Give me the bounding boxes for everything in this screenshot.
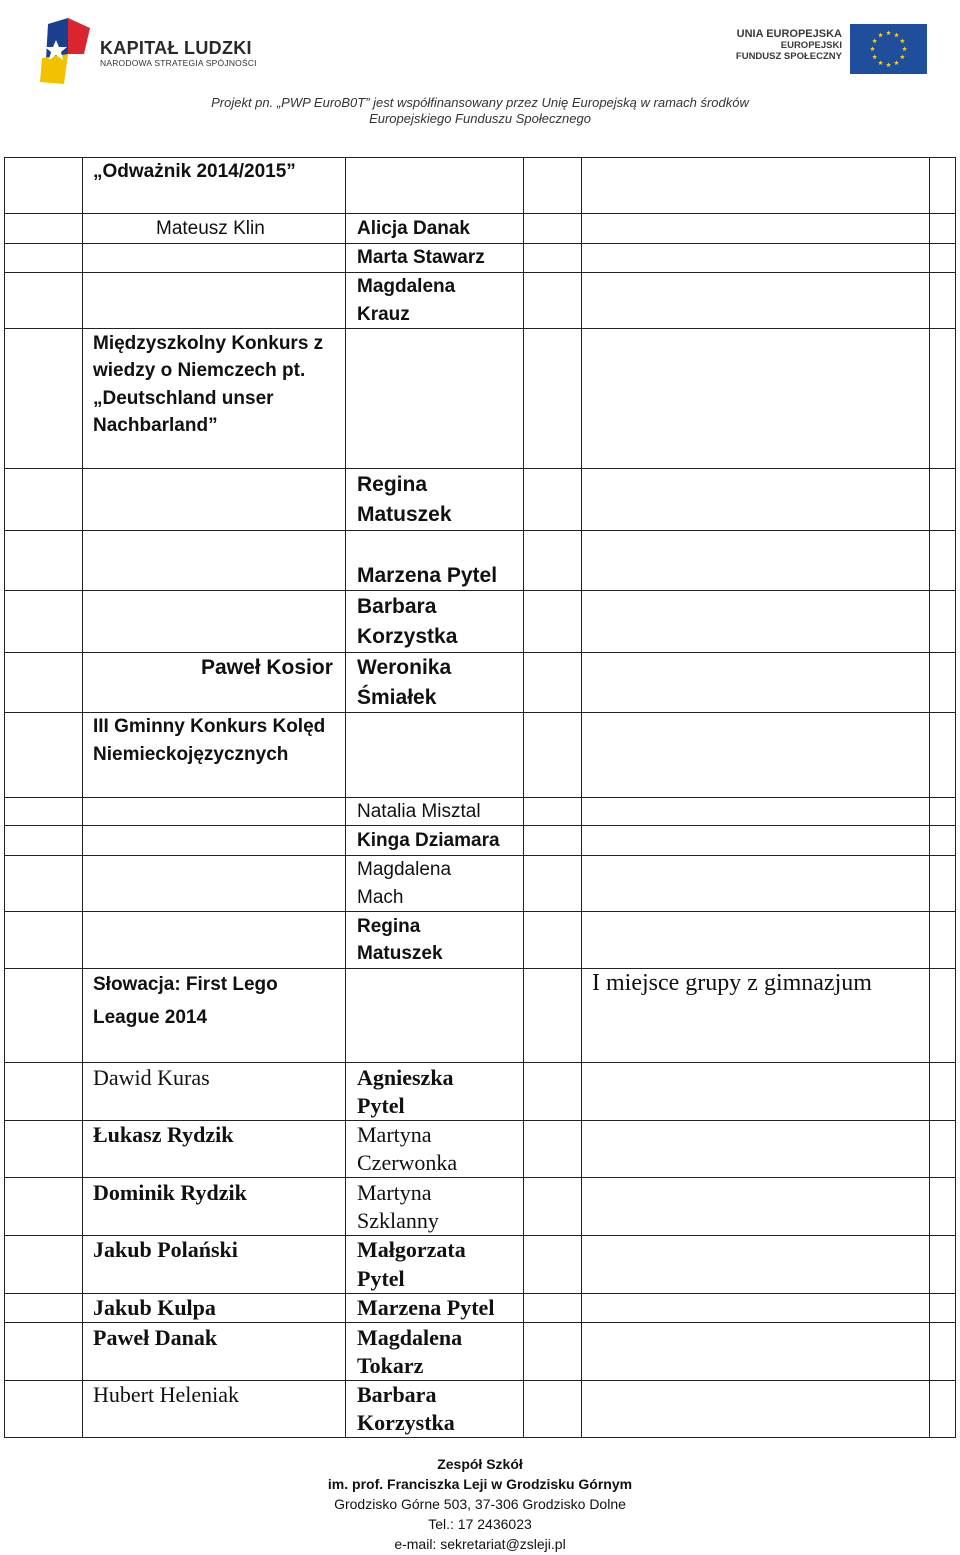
student-name: Weronika — [357, 656, 452, 679]
contest-name: Słowacja: First Lego — [93, 974, 278, 995]
teacher-name: Magdalena — [357, 1325, 463, 1350]
page-footer — [0, 1454, 960, 1554]
student-name: Barbara — [357, 595, 437, 618]
table-line — [4, 590, 956, 591]
student-name: Kinga Dziamara — [357, 830, 500, 851]
result-text: I miejsce grupy z gimnazjum — [592, 970, 872, 996]
table-line — [4, 1177, 956, 1178]
table-line — [955, 157, 956, 1438]
teacher-name: Pytel — [357, 1093, 405, 1118]
student-name: Magdalena — [357, 276, 456, 297]
section-title: „Odważnik 2014/2015” — [93, 161, 296, 182]
footer-phone: Tel.: 17 2436023 — [428, 1516, 532, 1532]
table-line — [523, 157, 524, 1438]
table-line — [4, 1322, 956, 1323]
student-name: Dominik Rydzik — [93, 1180, 247, 1205]
table-line — [4, 855, 956, 856]
teacher-name: Matuszek — [357, 503, 452, 526]
table-line — [82, 157, 83, 1438]
project-notice-line2: Europejskiego Funduszu Społecznego — [369, 111, 591, 126]
teacher-name: Korzystka — [357, 1410, 455, 1435]
teacher-name: Alicja Danak — [357, 218, 470, 239]
logo-right-line2: EUROPEJSKI — [780, 40, 842, 51]
footer-school-patron: im. prof. Franciszka Leji w Grodzisku Górnym — [327, 1476, 633, 1492]
teacher-name: Regina — [357, 473, 428, 496]
kapital-ludzki-logo-icon — [38, 14, 100, 86]
logo-left-title: KAPITAŁ LUDZKI — [100, 38, 252, 58]
student-name: Marzena Pytel — [357, 564, 498, 587]
student-name: Jakub Polański — [93, 1237, 238, 1262]
logo-left-subtitle: NARODOWA STRATEGIA SPÓJNOŚCI — [100, 58, 257, 68]
table-line — [581, 157, 582, 1438]
student-name: Natalia Misztal — [357, 801, 481, 822]
teacher-name: Barbara — [357, 1382, 437, 1407]
student-name: Marta Stawarz — [357, 247, 485, 268]
contest-name: Nachbarland” — [93, 415, 218, 436]
table-line — [4, 652, 956, 653]
student-name: Paweł Danak — [93, 1325, 218, 1350]
table-line — [4, 1062, 956, 1063]
teacher-name: Czerwonka — [357, 1150, 458, 1175]
table-line — [4, 157, 5, 1438]
contest-name: III Gminny Konkurs Kolęd — [93, 716, 326, 737]
eu-flag-icon — [850, 24, 927, 74]
teacher-name: Martyna — [357, 1122, 432, 1147]
contest-name: Niemieckojęzycznych — [93, 744, 289, 765]
footer-school-name: Zespół Szkół — [437, 1456, 523, 1472]
project-notice-line1: Projekt pn. „PWP EuroB0T” jest współfinansowany przez Unię Europejską w ramach środków — [211, 95, 749, 110]
student-name: Hubert Heleniak — [93, 1382, 239, 1407]
footer-email: e-mail: sekretariat@zsleji.pl — [394, 1536, 566, 1552]
teacher-name: Regina — [357, 916, 421, 937]
student-name: Mateusz Klin — [156, 218, 265, 239]
teacher-name: Agnieszka — [357, 1065, 454, 1090]
table-line — [4, 911, 956, 912]
contest-name: Międzyszkolny Konkurs z — [93, 333, 324, 354]
student-name: Śmiałek — [357, 686, 437, 709]
student-name: Mach — [357, 887, 404, 908]
student-name: Korzystka — [357, 625, 458, 648]
student-name: Magdalena — [357, 859, 452, 880]
table-line — [4, 272, 956, 273]
table-line — [4, 468, 956, 469]
table-line — [4, 1437, 956, 1438]
teacher-name: Marzena Pytel — [357, 1295, 495, 1320]
logo-right-line3: FUNDUSZ SPOŁECZNY — [735, 51, 842, 62]
contest-name: League 2014 — [93, 1007, 208, 1028]
teacher-name: Matuszek — [357, 943, 443, 964]
contest-name: wiedzy o Niemczech pt. — [93, 360, 306, 381]
teacher-name: Tokarz — [357, 1353, 424, 1378]
project-notice — [0, 95, 960, 127]
table-line — [4, 213, 956, 214]
page-header — [0, 0, 960, 140]
student-name: Dawid Kuras — [93, 1065, 210, 1090]
teacher-name: Szklanny — [357, 1208, 439, 1233]
teacher-name: Martyna — [357, 1180, 432, 1205]
table-line — [4, 328, 956, 329]
teacher-name: Małgorzata — [357, 1237, 466, 1262]
teacher-name: Paweł Kosior — [201, 656, 333, 679]
table-line — [4, 530, 956, 531]
student-name: Jakub Kulpa — [93, 1295, 216, 1320]
student-name: Krauz — [357, 304, 410, 325]
logo-right-line1: UNIA EUROPEJSKA — [736, 28, 842, 40]
teacher-name: Pytel — [357, 1266, 405, 1291]
table-line — [929, 157, 930, 1438]
table-line — [345, 157, 346, 1438]
logo-right-text — [700, 28, 842, 62]
student-name: Łukasz Rydzik — [93, 1122, 234, 1147]
contest-name: „Deutschland unser — [93, 388, 274, 409]
footer-address: Grodzisko Górne 503, 37-306 Grodzisko Dolne — [334, 1496, 626, 1512]
